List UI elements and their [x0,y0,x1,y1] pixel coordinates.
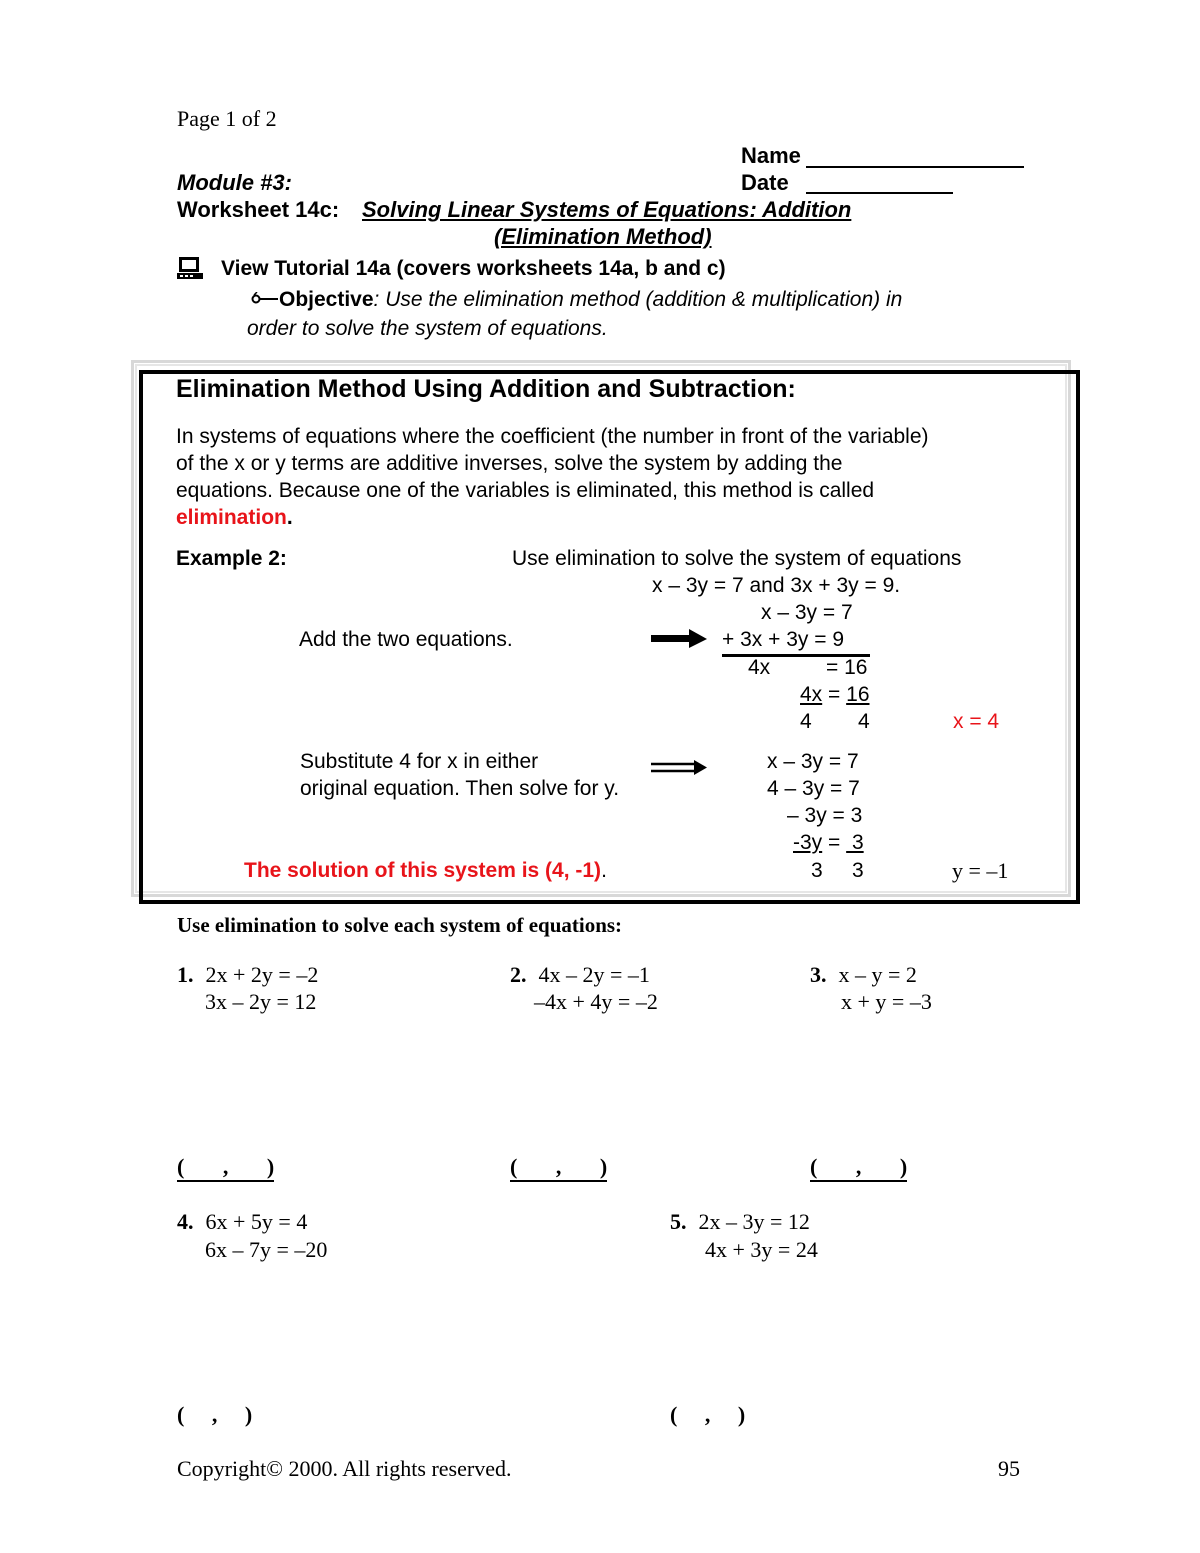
objective-line2: order to solve the system of equations. [247,317,608,340]
problem-number: 2. [510,962,527,987]
x-result: x = 4 [953,710,1000,733]
div-num-right: 16 [846,683,870,706]
copyright: Copyright© 2000. All rights reserved. [177,1456,512,1481]
problem-eq1: 2x – 3y = 12 [698,1209,810,1234]
date-label: Date [741,170,789,195]
answer-blank-4[interactable]: ( , ) [177,1402,253,1427]
problem-eq1: x – y = 2 [838,962,917,987]
example-label: Example 2: [176,547,287,570]
para-line1: In systems of equations where the coefficient (the number in front of the variable) [176,425,929,448]
worksheet-prefix: Worksheet 14c: [177,197,340,222]
sub2: 4 – 3y = 7 [767,777,860,800]
sub1: x – 3y = 7 [767,750,859,773]
sub4-right: 3 [846,831,864,854]
problem-eq1: 6x + 5y = 4 [205,1209,308,1234]
solution-text [244,859,607,883]
example-box [139,370,1080,904]
problem-eq1: 4x – 2y = –1 [538,962,650,987]
exercises-heading: Use elimination to solve each system of equations: [177,913,623,937]
problem-1 [177,962,318,988]
problem-2 [510,962,650,988]
answer-blank-3[interactable] [810,1154,907,1182]
problem-eq1: 2x + 2y = –2 [205,962,319,987]
worksheet-title-line1: Solving Linear Systems of Equations: Addition [362,197,852,222]
computer-icon [176,256,204,280]
eq2: + 3x + 3y = 9 [722,628,845,651]
example-desc-1: Use elimination to solve the system of equations [512,547,962,570]
y-result: y = –1 [952,858,1009,883]
problem-number: 4. [177,1209,194,1234]
date-field-line[interactable] [806,192,953,194]
answer-blank-1[interactable] [177,1154,274,1182]
sub4-left: -3y [793,831,823,854]
div-den-left: 4 [800,710,812,733]
answer-field[interactable]: ( , ) [177,1154,274,1182]
problem-number: 1. [177,962,194,987]
objective-line1 [279,288,902,312]
sub5-right: 3 [852,859,864,882]
div-den-right: 4 [858,710,870,733]
para-line4 [176,506,293,530]
double-arrow-icon [650,757,708,779]
solution-end: . [601,859,607,882]
para-end: . [286,506,293,529]
step2-text-2: original equation. Then solve for y. [300,777,620,800]
div-eq: = [828,683,841,706]
objective-label: Objective [279,288,374,311]
problem-eq2: 3x – 2y = 12 [205,989,317,1014]
example-desc-2: x – 3y = 7 and 3x + 3y = 9. [652,574,901,597]
problem-eq2: 6x – 7y = –20 [205,1237,328,1262]
problem-3 [810,962,917,988]
answer-field[interactable]: ( , ) [510,1154,607,1182]
problem-eq2: 4x + 3y = 24 [705,1237,818,1262]
problem-5 [670,1209,810,1235]
tutorial-link[interactable]: View Tutorial 14a (covers worksheets 14a, b and c) [221,257,726,280]
box-title: Elimination Method Using Addition and Subtraction: [176,375,796,403]
answer-field[interactable]: ( , ) [810,1154,907,1182]
step1-text: Add the two equations. [299,628,513,651]
problem-4 [177,1209,307,1235]
answer-blank-5[interactable]: ( , ) [670,1402,746,1427]
name-field-line[interactable] [806,166,1024,168]
para-line3: equations. Because one of the variables is eliminated, this method is called [176,479,875,502]
sub3: – 3y = 3 [787,804,863,827]
div-line [800,683,870,707]
solution-statement: The solution of this system is (4, -1) [244,859,602,882]
problem-number: 5. [670,1209,687,1234]
sub5-left: 3 [811,859,823,882]
arrow-right-icon [650,628,708,650]
sub4-eq: = [828,831,841,854]
problem-eq2: –4x + 4y = –2 [534,989,658,1014]
page-number: 95 [998,1456,1020,1481]
sub4 [793,831,864,855]
eq1: x – 3y = 7 [761,601,853,624]
objective-text-1: : Use the elimination method (addition & multiplication) in [373,288,903,311]
step2-text-1: Substitute 4 for x in either [300,750,539,773]
problem-eq2: x + y = –3 [841,989,932,1014]
sum-left: 4x [748,656,771,679]
pin-icon [251,292,279,306]
problem-number: 3. [810,962,827,987]
para-line2: of the x or y terms are additive inverses, solve the system by adding the [176,452,843,475]
worksheet-title-line2: (Elimination Method) [494,224,712,249]
div-num-left: 4x [800,683,823,706]
name-label: Name [741,143,801,168]
elimination-highlight: elimination [176,506,287,529]
page-label: Page 1 of 2 [177,106,277,131]
answer-blank-2[interactable] [510,1154,607,1182]
module-label: Module #3: [177,170,292,195]
sum-right: = 16 [826,656,868,679]
